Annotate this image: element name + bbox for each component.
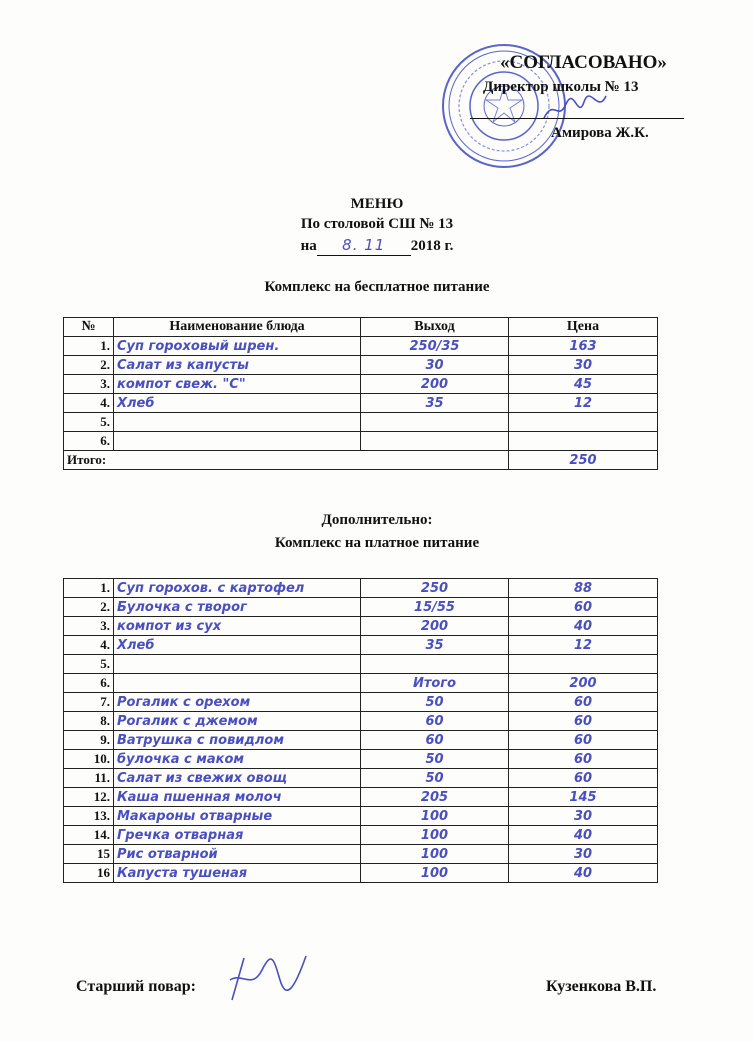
cook-signature [222,950,312,1010]
row-number: 13. [64,807,114,826]
dish-price: 12 [509,394,658,413]
table-row [64,375,658,394]
row-number: 16 [64,864,114,883]
dish-name [114,674,361,693]
row-number: 2. [64,356,114,375]
dish-output: 60 [361,712,509,731]
dish-price: 30 [509,807,658,826]
dish-name: Каша пшенная молоч [114,788,361,807]
dish-price [509,655,658,674]
dish-output: 30 [361,356,509,375]
table-row [64,413,658,432]
date-handwritten: 8. 11 [342,236,386,254]
table-row [64,788,658,807]
dish-name: Гречка отварная [114,826,361,845]
table-row [64,598,658,617]
row-number: 14. [64,826,114,845]
dish-name: Макароны отварные [114,807,361,826]
dish-output: 100 [361,807,509,826]
dish-output: 100 [361,864,509,883]
table-row [64,845,658,864]
dish-output: 205 [361,788,509,807]
column-header-number: № [64,318,114,337]
dish-output: Итого [361,674,509,693]
row-number: 15 [64,845,114,864]
table-row [64,636,658,655]
total-value: 250 [509,451,658,470]
approval-title: «СОГЛАСОВАНО» [500,52,667,73]
dish-name: Суп горохов. с картофел [114,579,361,598]
row-number: 9. [64,731,114,750]
dish-price: 163 [509,337,658,356]
dish-name [114,432,361,451]
row-number: 11. [64,769,114,788]
dish-output: 60 [361,731,509,750]
dish-price: 60 [509,731,658,750]
dish-price: 145 [509,788,658,807]
dish-output: 200 [361,617,509,636]
table-row [64,394,658,413]
dish-output: 50 [361,693,509,712]
director-name: Амирова Ж.К. [551,125,649,141]
row-number: 3. [64,617,114,636]
menu-date-line [0,236,754,256]
dish-output: 200 [361,375,509,394]
table-row [64,337,658,356]
column-header-output: Выход [361,318,509,337]
dish-name: Рогалик с джемом [114,712,361,731]
row-number: 1. [64,579,114,598]
dish-price: 12 [509,636,658,655]
table-row [64,674,658,693]
dish-price: 30 [509,845,658,864]
table-row [64,807,658,826]
row-number: 7. [64,693,114,712]
dish-name: Хлеб [114,394,361,413]
dish-output: 35 [361,394,509,413]
dish-price [509,432,658,451]
dish-name: компот из сух [114,617,361,636]
table-row [64,579,658,598]
dish-name: Ватрушка с повидлом [114,731,361,750]
dish-price: 45 [509,375,658,394]
total-label: Итого: [64,451,509,470]
date-prefix: на [300,238,317,254]
dish-output: 250 [361,579,509,598]
dish-price: 60 [509,712,658,731]
dish-price: 30 [509,356,658,375]
row-number: 2. [64,598,114,617]
dish-price: 200 [509,674,658,693]
table-row [64,712,658,731]
dish-output [361,655,509,674]
dish-price: 40 [509,617,658,636]
dish-name: булочка с маком [114,750,361,769]
column-header-price: Цена [509,318,658,337]
dish-price: 60 [509,769,658,788]
row-number: 8. [64,712,114,731]
table-header-row [64,318,658,337]
canteen-name: По столовой СШ № 13 [300,216,454,232]
table-row [64,769,658,788]
row-number: 5. [64,655,114,674]
cook-label: Старший повар: [76,978,196,995]
free-meals-table [63,317,658,470]
table-row [64,356,658,375]
row-number: 4. [64,394,114,413]
row-number: 1. [64,337,114,356]
table-row [64,617,658,636]
row-number: 6. [64,432,114,451]
dish-name: Рис отварной [114,845,361,864]
dish-output: 250/35 [361,337,509,356]
row-number: 3. [64,375,114,394]
dish-name: Хлеб [114,636,361,655]
dish-name: Капуста тушеная [114,864,361,883]
dish-price: 60 [509,750,658,769]
column-header-dish: Наименование блюда [114,318,361,337]
cook-name: Кузенкова В.П. [546,978,657,995]
dish-output [361,432,509,451]
free-section-title: Комплекс на бесплатное питание [264,279,490,295]
additional-heading: Дополнительно: [321,512,433,528]
table-row [64,864,658,883]
signature-line [470,118,684,119]
paid-meals-table [63,578,658,883]
dish-name [114,655,361,674]
row-number: 4. [64,636,114,655]
row-number: 10. [64,750,114,769]
table-row [64,655,658,674]
director-position: Директор школы № 13 [483,79,639,95]
dish-price [509,413,658,432]
row-number: 6. [64,674,114,693]
date-suffix: 2018 г. [410,238,454,254]
table-row [64,731,658,750]
director-signature [540,92,610,126]
dish-price: 88 [509,579,658,598]
dish-price: 40 [509,826,658,845]
dish-price: 60 [509,598,658,617]
date-field [317,236,411,256]
dish-output: 35 [361,636,509,655]
dish-output: 100 [361,845,509,864]
dish-name: Салат из капусты [114,356,361,375]
dish-output [361,413,509,432]
dish-name: Суп гороховый шрен. [114,337,361,356]
dish-name: Булочка с творог [114,598,361,617]
dish-name [114,413,361,432]
dish-name: компот свеж. "С" [114,375,361,394]
table-row [64,432,658,451]
dish-output: 50 [361,750,509,769]
menu-heading: МЕНЮ [350,196,404,212]
dish-price: 60 [509,693,658,712]
dish-output: 50 [361,769,509,788]
dish-name: Салат из свежих овощ [114,769,361,788]
table-row [64,826,658,845]
dish-output: 15/55 [361,598,509,617]
dish-output: 100 [361,826,509,845]
table-row [64,693,658,712]
dish-price: 40 [509,864,658,883]
table-row [64,750,658,769]
row-number: 5. [64,413,114,432]
row-number: 12. [64,788,114,807]
total-row [64,451,658,470]
dish-name: Рогалик с орехом [114,693,361,712]
paid-section-title: Комплекс на платное питание [274,535,480,551]
